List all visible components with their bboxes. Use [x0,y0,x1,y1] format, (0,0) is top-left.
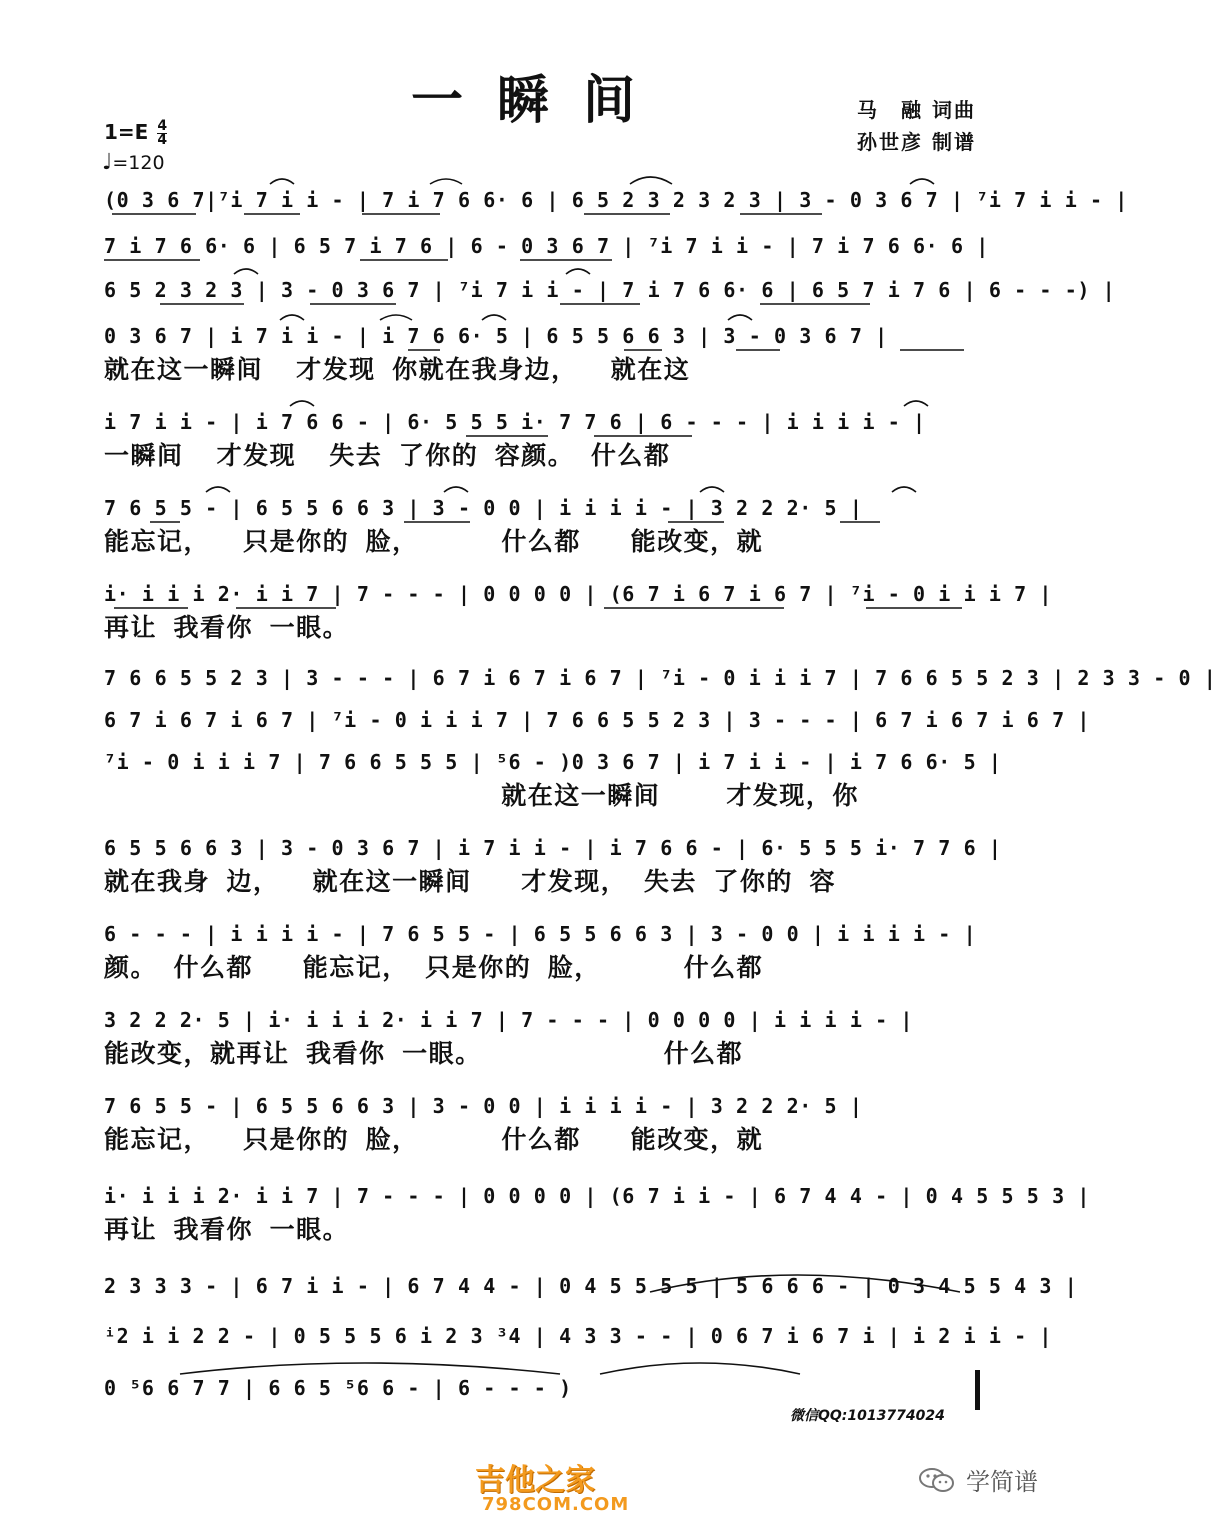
brand-site: 798COM.COM [482,1494,630,1515]
credit-arranger: 孙世彦 制谱 [857,130,976,154]
account-name: 学简谱 [966,1468,1038,1496]
staff-line-12: 6 - - - | i i i i - | 7 6 5 5 - | 6 5 5 6 6 3 | 3 - 0 0 | i i i i - | [104,922,977,946]
staff-line-5: i 7 i i - | i 7 6 6 - | 6· 5 5 5 i· 7 7 6 | 6 - - - | i i i i - | [104,410,926,434]
wechat-icon [918,1466,956,1494]
staff-line-10: ⁷i - 0 i i i 7 | 7 6 6 5 5 5 | ⁵6 - )0 3 6 7 | i 7 i i - | i 7 6 6· 5 | [104,750,1002,774]
page-title: 一瞬间 [410,70,669,131]
brand-logo: 吉他之家 [475,1463,595,1498]
tempo-value: =120 [112,152,165,174]
lyric-line-9: 能忘记， 只是你的 脸， 什么都 能改变，就 [104,1125,764,1154]
staff-line-17: ⁱ2 i i 2 2 - | 0 5 5 5 6 i 2 3 ³4 | 4 3 3 - - | 0 6 7 i 6 7 i | i 2 i i - | [104,1324,1053,1348]
lyric-line-8: 能改变，就再让 我看你 一眼。 什么都 [104,1039,744,1068]
staff-line-18: 0 ⁵6 6 7 7 | 6 6 5 ⁵6 6 - | 6 - - - ) [104,1376,572,1400]
lyric-line-4: 再让 我看你 一眼。 [104,613,350,642]
staff-line-9: 6 7 i 6 7 i 6 7 | ⁷i - 0 i i i 7 | 7 6 6 5 5 2 3 | 3 - - - | 6 7 i 6 7 i 6 7 | [104,708,1090,732]
lyric-line-10: 再让 我看你 一眼。 [104,1215,350,1244]
staff-line-6: 7 6 5 5 - | 6 5 5 6 6 3 | 3 - 0 0 | i i i i - | 3 2 2 2· 5 | [104,496,863,520]
lyric-line-5: 就在这一瞬间 才发现，你 [104,781,859,810]
staff-line-16: 2 3 3 3 - | 6 7 i i - | 6 7 4 4 - | 0 4 5 5 5 5 | 5 6 6 6 - | 0 3 4 5 5 4 3 | [104,1274,1078,1298]
staff-line-13: 3 2 2 2· 5 | i· i i i 2· i i 7 | 7 - - - | 0 0 0 0 | i i i i - | [104,1008,914,1032]
staff-line-14: 7 6 5 5 - | 6 5 5 6 6 3 | 3 - 0 0 | i i i i - | 3 2 2 2· 5 | [104,1094,863,1118]
staff-line-4: 0 3 6 7 | i 7 i i - | i 7 6 6· 5 | 6 5 5 6 6 3 | 3 - 0 3 6 7 | [104,324,888,348]
lyric-line-2: 一瞬间 才发现 失去 了你的 容颜。 什么都 [104,441,671,470]
staff-line-11: 6 5 5 6 6 3 | 3 - 0 3 6 7 | i 7 i i - | i 7 6 6 - | 6· 5 5 5 i· 7 7 6 | [104,836,1002,860]
beams [104,214,964,608]
staff-line-3: 6 5 2 3 2 3 | 3 - 0 3 6 7 | ⁷i 7 i i - | 7 i 7 6 6· 6 | 6 5 7 i 7 6 | 6 - - -) | [104,278,1116,302]
staff-line-7: i· i i i 2· i i 7 | 7 - - - | 0 0 0 0 | (6 7 i 6 7 i 6 7 | ⁷i - 0 i i i 7 | [104,582,1053,606]
final-barline [975,1370,980,1410]
time-signature-top: 4 [157,118,168,134]
staff-line-8: 7 6 6 5 5 2 3 | 3 - - - | 6 7 i 6 7 i 6 7 | ⁷i - 0 i i i 7 | 7 6 6 5 5 2 3 | 2 3 3 - 0 | [104,666,1216,690]
lyric-line-6: 就在我身 边， 就在这一瞬间 才发现， 失去 了你的 容 [104,867,836,896]
staff-line-2: 7 i 7 6 6· 6 | 6 5 7 i 7 6 | 6 - 0 3 6 7 | ⁷i 7 i i - | 7 i 7 6 6· 6 | [104,234,989,258]
lyric-line-3: 能忘记， 只是你的 脸， 什么都 能改变，就 [104,527,764,556]
staff-line-1: (0 3 6 7|⁷i 7 i i - | 7 i 7 6 6· 6 | 6 5 2 3 2 3 2 3 | 3 - 0 3 6 7 | ⁷i 7 i i - | [104,188,1128,212]
time-signature-bottom: 4 [157,132,168,148]
staff-line-15: i· i i i 2· i i 7 | 7 - - - | 0 0 0 0 | (6 7 i i - | 6 7 4 4 - | 0 4 5 5 5 3 | [104,1184,1090,1208]
lyric-line-1: 就在这一瞬间 才发现 你就在我身边， 就在这 [104,355,691,384]
slurs [180,177,960,1374]
lyric-line-7: 颜。 什么都 能忘记， 只是你的 脸， 什么都 [104,953,764,982]
credit-lyricist-composer: 马 融 词曲 [857,98,976,122]
key-label: 1=E [104,120,149,144]
contact-text: 微信QQ:1013774024 [790,1408,945,1424]
quarter-note-icon: ♩ [102,150,113,175]
